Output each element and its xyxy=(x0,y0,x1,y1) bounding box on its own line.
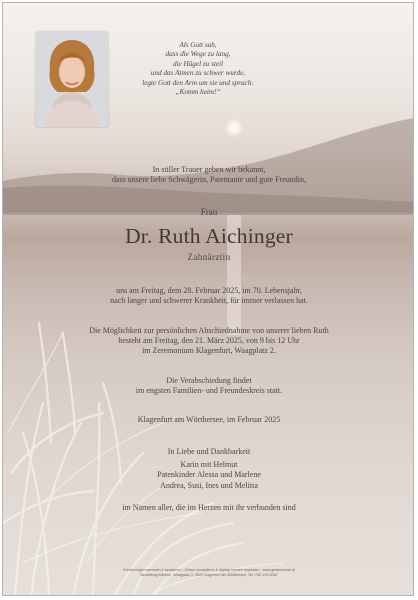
salutation: Frau xyxy=(200,207,218,217)
verse-line: die Hügel zu steil xyxy=(172,59,224,68)
mourners-list xyxy=(3,447,414,491)
burial-line: im engsten Familien- und Freundeskreis statt. xyxy=(135,386,283,396)
memorial-verse xyxy=(123,41,273,97)
farewell-line: besteht am Freitag, den 21. März 2025, von 9 bis 12 Uhr xyxy=(118,336,300,346)
verse-line: Als Gott sah, xyxy=(179,41,217,49)
intro-line: In stiller Trauer geben wir bekannt, xyxy=(152,165,266,174)
intro-text xyxy=(3,165,414,185)
portrait-image xyxy=(36,32,108,127)
death-notice-line: nach langer und schwerer Krankheit, für immer verlassen hat. xyxy=(110,296,308,306)
verse-line: „Komm heim!“ xyxy=(175,88,221,97)
farewell-text xyxy=(3,326,414,357)
sun-glow xyxy=(225,119,243,137)
farewell-line: im Zeremonium Klagenfurt, Waagplatz 2. xyxy=(142,346,276,356)
mourners-line: In Liebe und Dankbarkeit xyxy=(167,447,251,456)
mourners-line: Patenkinder Alessa und Marlene xyxy=(157,470,261,480)
verse-line: und das Atmen zu schwer wurde, xyxy=(150,69,246,78)
portrait-photo xyxy=(36,32,108,127)
deceased-name: Dr. Ruth Aichinger xyxy=(125,224,293,248)
farewell-line: Die Möglichkeit zur persönlichen Abschiednahme von unserer lieben Ruth xyxy=(89,326,329,335)
intro-line: dass unsere liebe Schwägerin, Patentante und gute Freundin, xyxy=(112,175,306,185)
mourners-line: Andrea, Susi, Ines und Melitta xyxy=(160,480,258,490)
closing-text: im Namen aller, die im Herzen mit ihr verbunden sind xyxy=(122,503,296,512)
obituary-card xyxy=(2,2,414,596)
mourners-line: Karin mit Helmut xyxy=(180,460,238,470)
profession: Zahnärztin xyxy=(187,252,231,262)
footer-text xyxy=(3,568,414,578)
footer-line: Erinnerungen sammeln & bewahren – Online kondolieren & digitale Kerzen anzünden · www.gedenkseite.at xyxy=(123,568,295,572)
place-date: Klagenfurt am Wörthersee, im Februar 2025 xyxy=(137,415,281,424)
burial-text xyxy=(3,376,414,396)
verse-line: legte Gott den Arm um sie und sprach: xyxy=(142,78,254,87)
footer-line: Bestattung Kärnten, Waagplatz 2, 9020 Klagenfurt am Wörthersee, Tel.: 050 199 6040 xyxy=(140,573,278,577)
death-notice-line: uns am Freitag, dem 28. Februar 2025, im 70. Lebensjahr, xyxy=(116,286,302,295)
verse-line: dass die Wege zu lang, xyxy=(165,50,231,59)
burial-line: Die Verabschiedung findet xyxy=(166,376,252,385)
death-notice-text xyxy=(3,286,414,306)
